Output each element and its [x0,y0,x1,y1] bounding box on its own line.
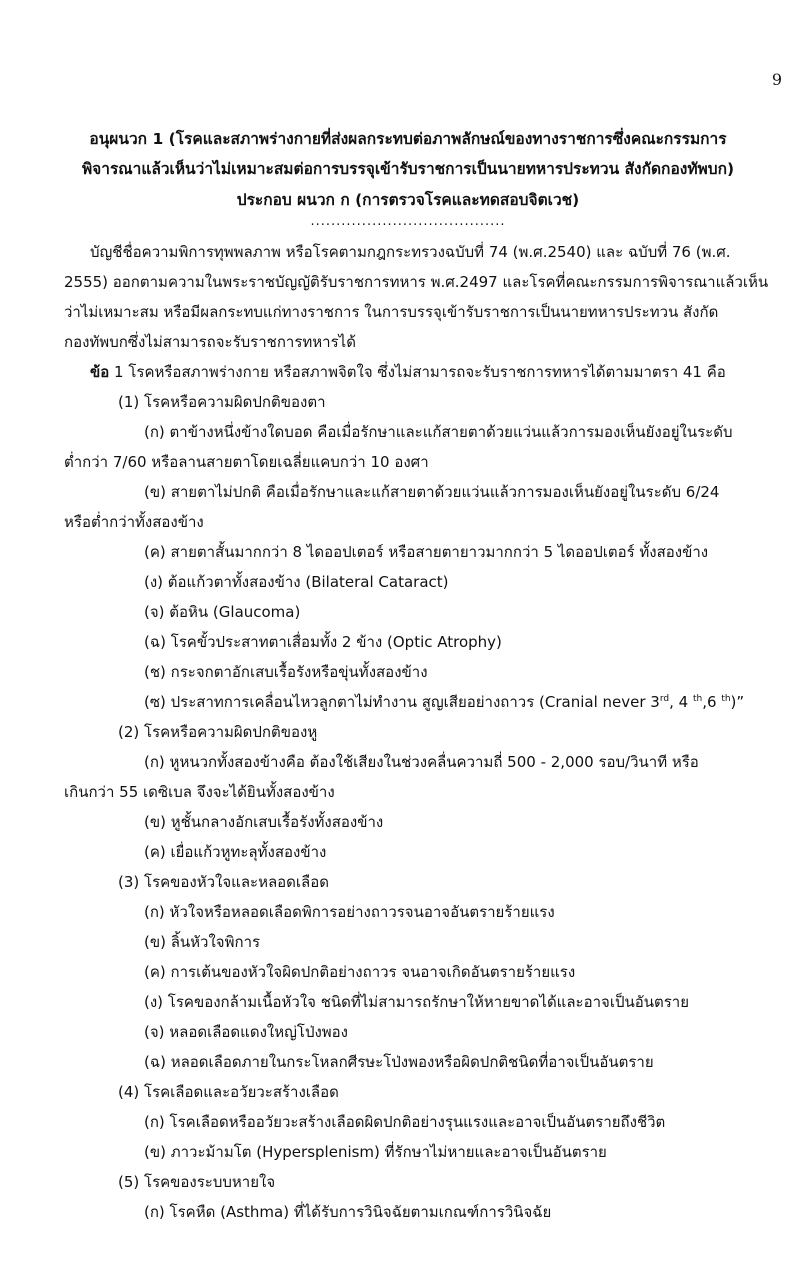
section-3-item-d: (ง) โรคของกล้ามเนื้อหัวใจ ชนิดที่ไม่สามารถรักษาให้หายขาดได้และอาจเป็นอันตราย [144,993,689,1011]
intro-line-1: บัญชีชื่อความพิการทุพพลภาพ หรือโรคตามกฎกระทรวงฉบับที่ 74 (พ.ศ.2540) และ ฉบับที่ 76 (พ.ศ. [90,243,731,261]
section-4-item-b: (ข) ภาวะม้ามโต (Hypersplenism) ที่รักษาไม่หายและอาจเป็นอันตราย [144,1143,607,1161]
section-1-item-e: (จ) ต้อหิน (Glaucoma) [144,603,301,621]
section-3-item-e: (จ) หลอดเลือดแดงใหญ่โป่งพอง [144,1023,349,1041]
section-2-item-a-line-2: เกินกว่า 55 เดซิเบล จึงจะได้ยินทั้งสองข้าง [64,783,335,801]
article-line [90,360,726,384]
section-2-item-a-line-1: (ก) หูหนวกทั้งสองข้างคือ ต้องใช้เสียงในช่วงคลื่นความถี่ 500 - 2,000 รอบ/วินาที หรือ [144,753,699,771]
item-h-sep-1: , 4 [669,693,693,711]
section-1-item-f: (ฉ) โรคขั้วประสาทตาเสื่อมทั้ง 2 ข้าง (Optic Atrophy) [144,633,502,651]
section-4-heading: (4) โรคเลือดและอวัยวะสร้างเลือด [118,1083,339,1101]
section-2-item-b: (ข) หูชั้นกลางอักเสบเรื้อรังทั้งสองข้าง [144,813,384,831]
section-3-item-b: (ข) ลิ้นหัวใจพิการ [144,933,261,951]
item-h-sep-2: ,6 [702,693,722,711]
page-number: 9 [771,70,782,89]
intro-line-3: ว่าไม่เหมาะสม หรือมีผลกระทบแก่ทางราชการ ในการบรรจุเข้ารับราชการเป็นนายทหารประทวน สังกัด [64,303,719,321]
item-h-text: (ซ) ประสาทการเคลื่อนไหวลูกตาไม่ทำงาน สูญเสียอย่างถาวร (Cranial never 3 [144,693,660,711]
title-line-1: อนุผนวก 1 (โรคและสภาพร่างกายที่ส่งผลกระทบต่อภาพลักษณ์ของทางราชการซึ่งคณะกรรมการ [89,130,727,148]
item-h-end: )” [730,693,745,711]
section-2-item-c: (ค) เยื่อแก้วหูทะลุทั้งสองข้าง [144,843,327,861]
section-5-item-a: (ก) โรคหืด (Asthma) ที่ได้รับการวินิจฉัยตามเกณฑ์การวินิจฉัย [144,1203,552,1221]
section-3-item-f: (ฉ) หลอดเลือดภายในกระโหลกศีรษะโป่งพองหรือผิดปกติชนิดที่อาจเป็นอันตราย [144,1053,654,1071]
intro-line-4: กองทัพบกซึ่งไม่สามารถจะรับราชการทหารได้ [64,333,356,351]
section-1-item-c: (ค) สายตาสั้นมากกว่า 8 ไดออปเตอร์ หรือสายตายาวมากกว่า 5 ไดออปเตอร์ ทั้งสองข้าง [144,543,709,561]
section-1-item-d: (ง) ต้อแก้วตาทั้งสองข้าง (Bilateral Cataract) [144,573,449,591]
section-1-item-a-line-2: ต่ำกว่า 7/60 หรือลานสายตาโดยเฉลี่ยแคบกว่า 10 องศา [64,453,429,471]
title-line-2: พิจารณาแล้วเห็นว่าไม่เหมาะสมต่อการบรรจุเข้ารับราชการเป็นนายทหารประทวน สังกัดกองทัพบก) [81,160,735,178]
superscript-th-1: th [692,694,703,704]
article-label: ข้อ [90,363,110,381]
section-1-heading: (1) โรคหรือความผิดปกติของตา [118,393,326,411]
article-text: 1 โรคหรือสภาพร่างกาย หรือสภาพจิตใจ ซึ่งไม่สามารถจะรับราชการทหารได้ตามมาตรา 41 คือ [109,363,726,381]
superscript-th-2: th [721,694,731,704]
title-separator: ...................................... [310,214,506,229]
section-3-item-a: (ก) หัวใจหรือหลอดเลือดพิการอย่างถาวรจนอาจอันตรายร้ายแรง [144,903,555,921]
section-3-heading: (3) โรคของหัวใจและหลอดเลือด [118,873,329,891]
section-5-heading: (5) โรคของระบบหายใจ [118,1173,276,1191]
intro-line-2: 2555) ออกตามความในพระราชบัญญัติรับราชการทหาร พ.ศ.2497 และโรคที่คณะกรรมการพิจารณาแล้วเห็น [64,273,769,291]
title-line-3: ประกอบ ผนวก ก (การตรวจโรคและทดสอบจิตเวช) [236,191,580,209]
section-1-item-b-line-1: (ข) สายตาไม่ปกติ คือเมื่อรักษาและแก้สายตาด้วยแว่นแล้วการมองเห็นยังอยู่ในระดับ 6/24 [144,483,720,501]
section-1-item-h [144,690,744,714]
section-3-item-c: (ค) การเต้นของหัวใจผิดปกติอย่างถาวร จนอาจเกิดอันตรายร้ายแรง [144,963,576,981]
section-1-item-a-line-1: (ก) ตาข้างหนึ่งข้างใดบอด คือเมื่อรักษาและแก้สายตาด้วยแว่นแล้วการมองเห็นยังอยู่ในระดับ [144,423,733,441]
section-2-heading: (2) โรคหรือความผิดปกติของหู [118,723,318,741]
superscript-rd: rd [659,694,670,704]
section-1-item-b-line-2: หรือต่ำกว่าทั้งสองข้าง [64,513,204,531]
section-4-item-a: (ก) โรคเลือดหรืออวัยวะสร้างเลือดผิดปกติอย่างรุนแรงและอาจเป็นอันตรายถึงชีวิต [144,1113,666,1131]
section-1-item-g: (ช) กระจกตาอักเสบเรื้อรังหรือขุ่นทั้งสองข้าง [144,663,428,681]
